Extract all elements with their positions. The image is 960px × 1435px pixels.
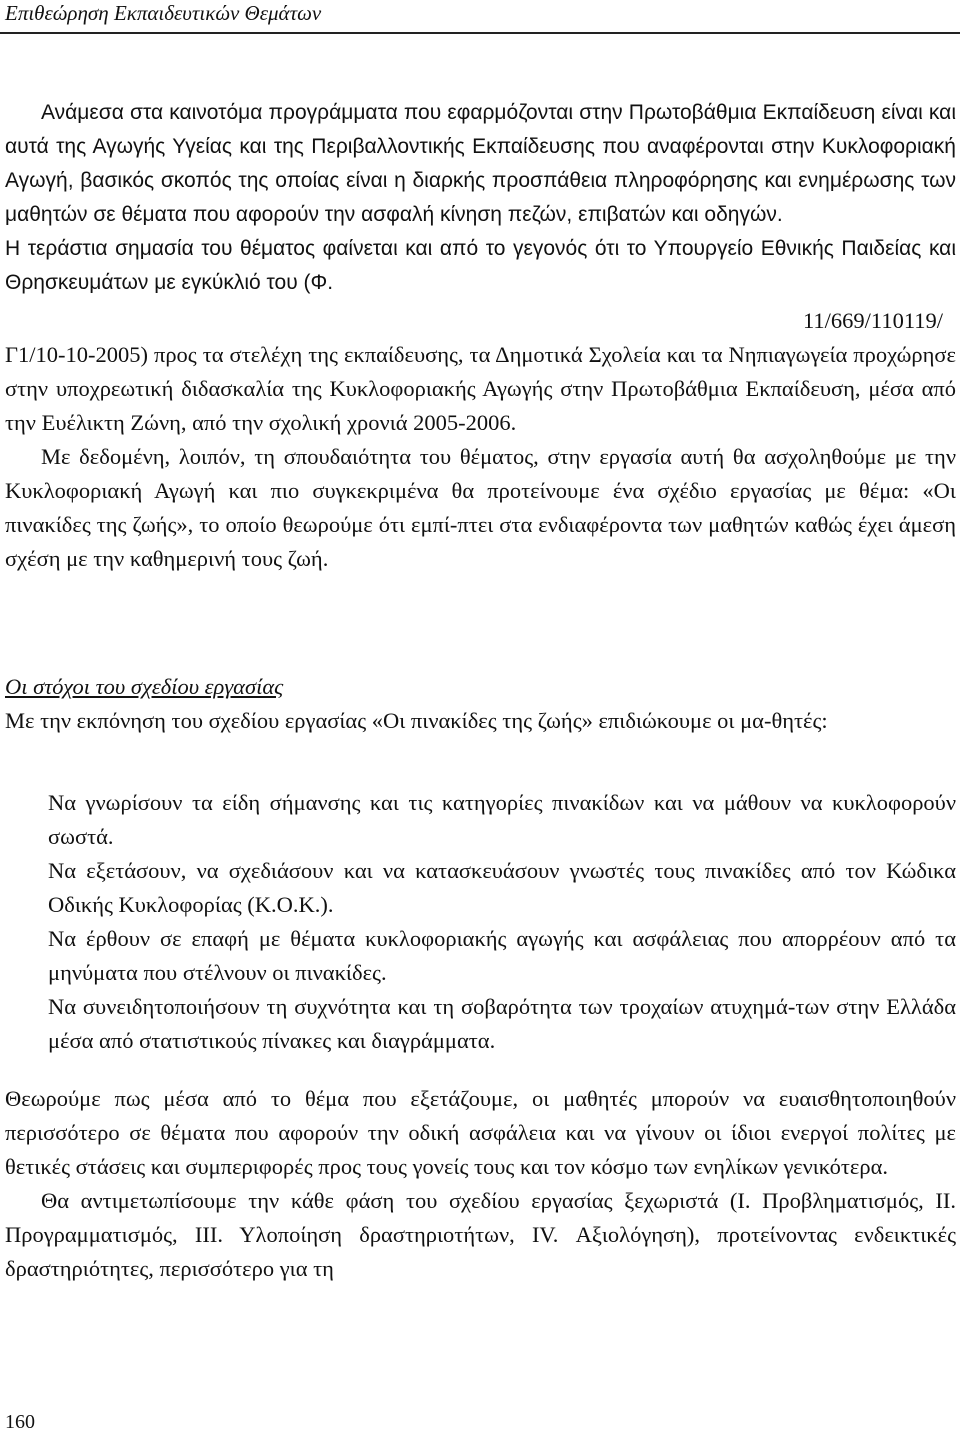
objectives-title: Οι στόχοι του σχεδίου εργασίας: [5, 674, 284, 699]
closing-paragraph-1: Θεωρούμε πως μέσα από το θέμα που εξετάζουμε, οι μαθητές μπορούν να ευαισθητοποιηθούν περισσότερο σε θέματα που αφορούν την οδική ασφάλεια και να γίνουν οι ίδιοι ενεργοί πολίτες με θετικές στάσεις και συμπεριφορές προς τους γονείς τους και τον κόσμο των ενηλίκων γενικότερα.: [5, 1086, 956, 1179]
intro-paragraph-2-rest: 11/669/110119/ Γ1/10-10-2005) προς τα στελέχη της εκπαίδευσης, τα Δημοτικά Σχολεία και τα Νηπιαγωγεία προχώρησε στην υποχρεωτική διδασκαλία της Κυκλοφοριακής Αγωγής στην Πρωτοβάθμια Εκπαίδευση, μέσα από την Ευέλικτη Ζώνη, από την σχολική χρονιά 2005-2006.: [5, 308, 956, 435]
intro-paragraph-2-lead: [5, 237, 956, 294]
running-header: Επιθεώρηση Εκπαιδευτικών Θεμάτων: [5, 1, 322, 25]
objectives-list: [48, 786, 956, 1058]
closing-paragraph-2: Θα αντιμετωπίσουμε την κάθε φάση του σχεδίου εργασίας ξεχωριστά (Ι. Προβληματισμός, ΙΙ. Προγραμματισμός, ΙΙΙ. Υλοποίηση δραστηριοτήτων, IV. Αξιολόγηση), προτείνοντας ενδεικτικές δραστηριότητες, περισσότερο για τη: [5, 1188, 956, 1281]
page-number: 160: [5, 1411, 35, 1433]
objective-item-4: Να συνειδητοποιήσουν τη συχνότητα και τη σοβαρότητα των τροχαίων ατυχημά-των στην Ελλάδα μέσα από στατιστικούς πίνακες και διαγράμματα.: [48, 994, 956, 1053]
objectives-section: [5, 670, 956, 738]
intro-section-sans: [5, 96, 956, 300]
closing-section: [5, 1082, 956, 1286]
intro-paragraph-2-lead-text: Η τεράστια σημασία του θέματος φαίνεται και από το γεγονός ότι το Υπουργείο Εθνικής Παιδείας και Θρησκευμάτων με εγκύκλιό του (Φ.: [5, 237, 956, 294]
intro-paragraph-3: Με δεδομένη, λοιπόν, τη σπουδαιότητα του θέματος, στην εργασία αυτή θα ασχοληθούμε με την Κυκλοφοριακή Αγωγή και πιο συγκεκριμένα θα προτείνουμε ένα σχέδιο εργασίας με θέμα: «Οι πινακίδες της ζωής», το οποίο θεωρούμε ότι εμπί-πτει στα ενδιαφέροντα των μαθητών καθώς έχει άμεση σχέση με την καθημερινή τους ζωή.: [5, 444, 956, 571]
intro-paragraph-1: Ανάμεσα στα καινοτόμα προγράμματα που εφαρμόζονται στην Πρωτοβάθμια Εκπαίδευση είναι και αυτά της Αγωγής Υγείας και της Περιβαλλοντικής Εκπαίδευσης που αναφέρονται στην Κυκλοφοριακή Αγωγή, βασικός σκοπός της οποίας είναι η διαρκής προσπάθεια πληροφόρησης και ενημέρωσης των μαθητών σε θέματα που αφορούν την ασφαλή κίνηση πεζών, επιβατών και οδηγών.: [5, 101, 956, 226]
intro-paragraph-2-continuation: [5, 304, 956, 440]
header-divider: [0, 32, 960, 34]
intro-section-serif: [5, 304, 956, 576]
objective-item-1: Να γνωρίσουν τα είδη σήμανσης και τις κατηγορίες πινακίδων και να μάθουν να κυκλοφορούν σωστά.: [48, 790, 956, 849]
objective-item-2: Να εξετάσουν, να σχεδιάσουν και να κατασκευάσουν γνωστές τους πινακίδες από τον Κώδικα Οδικής Κυκλοφορίας (Κ.Ο.Κ.).: [48, 858, 956, 917]
objectives-intro: Με την εκπόνηση του σχεδίου εργασίας «Οι πινακίδες της ζωής» επιδιώκουμε οι μα-θητές:: [5, 708, 828, 733]
objective-item-3: Να έρθουν σε επαφή με θέματα κυκλοφοριακής αγωγής και ασφάλειας που απορρέουν από τα μηνύματα που στέλνουν οι πινακίδες.: [48, 926, 956, 985]
